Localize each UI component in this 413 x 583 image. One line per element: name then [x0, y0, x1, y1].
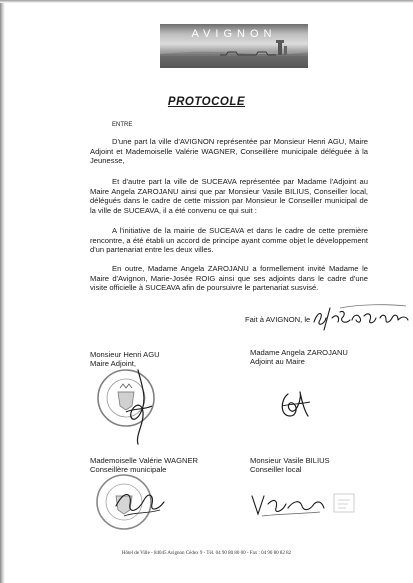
signature-vasile-bilius — [248, 486, 328, 522]
footer-address: Hôtel de Ville - 84045 Avignon Cédex 9 - Tél. 04 90 80 80 00 - Fax : 04 90 80 82 82 — [121, 551, 292, 556]
signature-henri-agu — [118, 366, 158, 446]
paragraph-agreement: A l'initiative de la mairie de SUCEAVA et dans le cadre de cette première rencontre, a été établi un accord de principe ayant comme objet le développement d'un partenariat entre les deux villes. — [90, 226, 368, 255]
signatory-valerie-wagner-role: Conseillère municipale — [90, 465, 167, 474]
paragraph-suceava-parties: Et d'autre part la ville de SUCEAVA représentée par Madame l'Adjoint au Maire Angela ZAROJANU ainsi que par Monsieur Vasile BILIUS, Conseiller local, délégués dans le cadre de cette mission par Monsieur le Conseiller municipal de la ville de SUCEAVA, il a été convenu ce qui suit : — [90, 177, 368, 215]
document-title: PROTOCOLE — [167, 96, 246, 108]
signatory-angela-zarojanu-role: Adjoint au Maire — [250, 357, 305, 366]
signatory-vasile-bilius-role: Conseiller local — [250, 465, 302, 474]
entre-label: ENTRE — [112, 122, 133, 128]
signature-valerie-wagner — [110, 480, 170, 530]
place-date-line: Fait à AVIGNON, le — [245, 315, 311, 324]
avignon-banner — [160, 24, 308, 68]
paragraph-invitation: En outre, Madame Angela ZAROJANU a formellement invité Madame le Maire d'Avignon, Marie-Josée ROIG ainsi que ses adjoints dans le cadre d'une visite officielle à SUCEAVA afin de poursuivre le partenariat susvisé. — [90, 264, 368, 293]
signatory-angela-zarojanu-name: Madame Angela ZAROJANU — [250, 348, 348, 357]
scan-edge-left — [0, 0, 5, 583]
signatory-valerie-wagner-name: Mademoiselle Valérie WAGNER — [90, 456, 199, 465]
signatory-henri-agu-role: Maire Adjoint, — [90, 359, 137, 368]
signatory-henri-agu-name: Monsieur Henri AGU — [90, 350, 160, 359]
paragraph-avignon-parties: D'une part la ville d'AVIGNON représentée par Monsieur Henri AGU, Maire Adjoint et Mademoiselle Valérie WAGNER, Conseillère municipale déléguée à la Jeunesse, — [90, 137, 368, 166]
signature-angela-zarojanu — [276, 388, 316, 424]
faint-stamp-mark — [330, 488, 360, 518]
banner-title: AVIGNON — [191, 28, 277, 40]
scan-edge-top — [0, 0, 413, 3]
signatory-vasile-bilius-name: Monsieur Vasile BILIUS — [250, 456, 330, 465]
handwritten-date — [310, 300, 410, 334]
